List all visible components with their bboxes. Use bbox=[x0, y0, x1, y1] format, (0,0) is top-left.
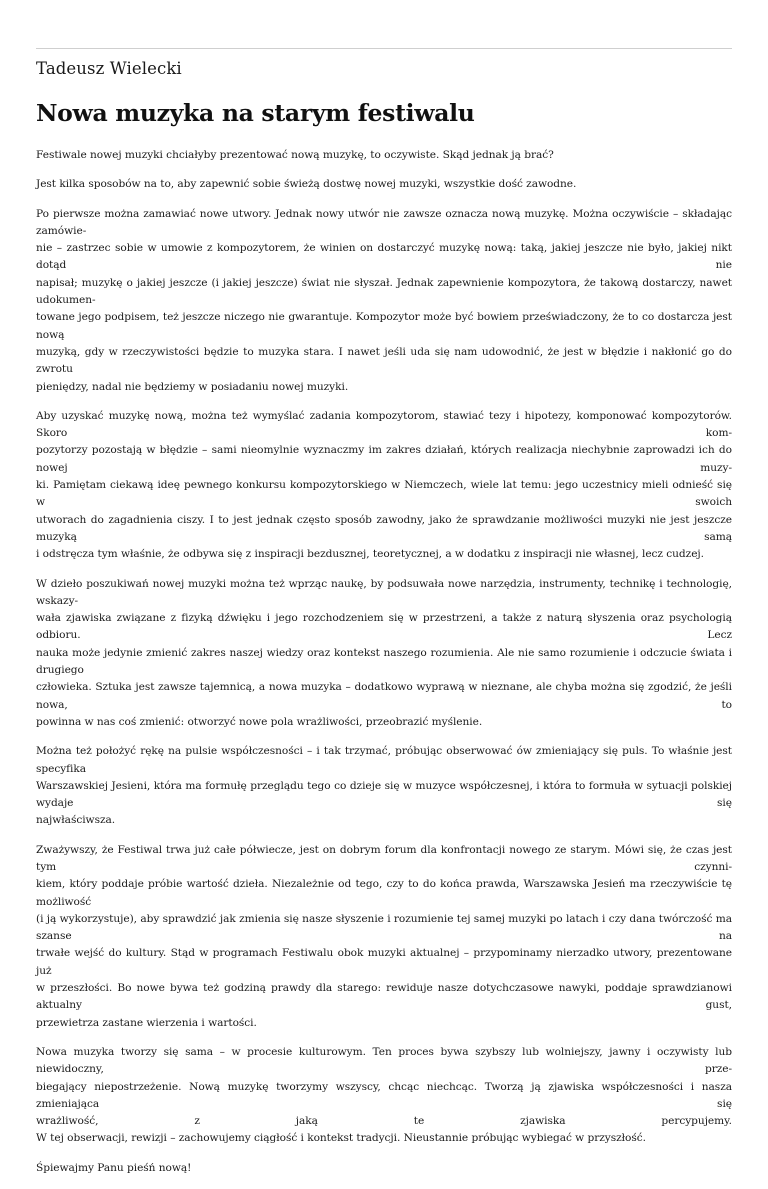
paragraph bbox=[36, 1044, 732, 1148]
paragraph-line: biegający niepostrzeżenie. Nową muzykę tworzymy wszyscy, chcąc niechcąc. Tworzą ją zjawiska współczesności i nasza zmieniająca się bbox=[36, 1080, 732, 1110]
paragraph-line: towane jego podpisem, też jeszcze niczego nie gwarantuje. Kompozytor może być bowiem przeświadczony, że to co dostarcza jest nową bbox=[36, 311, 732, 341]
paragraph-line: utworach do zagadnienia ciszy. I to jest jednak często sposób zawodny, jako że sprawdzanie możliwości muzyki nie jest jeszcze muzyką samą bbox=[36, 513, 732, 543]
paragraph-line: Po pierwsze można zamawiać nowe utwory. Jednak nowy utwór nie zawsze oznacza nową muzykę. Można oczywiście – składając zamówie- bbox=[36, 207, 732, 237]
paragraph-line: Można też położyć rękę na pulsie współczesności – i tak trzymać, próbując obserwować ów zmieniający się puls. To właśnie jest specyfika bbox=[36, 745, 732, 775]
paragraph-line: najwłaściwsza. bbox=[36, 814, 116, 827]
document-page bbox=[36, 48, 732, 1189]
paragraph-line: przewietrza zastane wierzenia i wartości. bbox=[36, 1016, 257, 1029]
paragraph bbox=[36, 176, 732, 193]
paragraph bbox=[36, 408, 732, 564]
paragraph bbox=[36, 743, 732, 829]
paragraph-line: Warszawskiej Jesieni, która ma formułę przeglądu tego co dzieje się w muzyce współczesnej, i która to formuła w sytuacji polskiej wydaje się bbox=[36, 779, 732, 810]
paragraph-line: pieniędzy, nadal nie będziemy w posiadaniu nowej muzyki. bbox=[36, 380, 349, 393]
paragraph bbox=[36, 206, 732, 396]
paragraph-line: kiem, który poddaje próbie wartość dzieła. Niezależnie od tego, czy to do końca prawda, Warszawska Jesień ma rzeczywiście tę możliwość bbox=[36, 878, 732, 908]
paragraph-line: wała zjawiska związane z fizyką dźwięku i jego rozchodzeniem się w przestrzeni, a także z naturą słyszenia oraz psychologią odbioru. Lecz bbox=[36, 612, 732, 642]
paragraph-line: muzyką, gdy w rzeczywistości będzie to muzyka stara. I nawet jeśli uda się nam udowodnić, że jest w błędzie i nakłonić go do zwrotu bbox=[36, 345, 732, 376]
paragraph-line: napisał; muzykę o jakiej jeszcze (i jakiej jeszcze) świat nie słyszał. Jednak zapewnienie kompozytora, że takową dostarczy, nawet udokumen- bbox=[36, 276, 732, 307]
paragraph-line: i odstręcza tym właśnie, że odbywa się z inspiracji bezdusznej, teoretycznej, a w dodatku z inspiracji nie własnej, lecz cudzej. bbox=[36, 548, 704, 561]
paragraph-line: nauka może jedynie zmienić zakres naszej wiedzy oraz kontekst naszego rozumienia. Ale nie samo rozumienie i odczucie świata i drugiego bbox=[36, 646, 732, 677]
paragraph-line: W dzieło poszukiwań nowej muzyki można też wprząc naukę, by podsuwała nowe narzędzia, instrumenty, technikę i technologię, wskazy- bbox=[36, 577, 732, 607]
paragraph-line: w przeszłości. Bo nowe bywa też godziną prawdy dla starego: rewiduje nasze dotychczasowe nawyki, poddaje sprawdzianowi aktualny gust, bbox=[36, 982, 732, 1012]
article-body bbox=[36, 147, 732, 1177]
paragraph bbox=[36, 147, 732, 164]
paragraph-line: Jest kilka sposobów na to, aby zapewnić sobie świeżą dostwę nowej muzyki, wszystkie dość zawodne. bbox=[36, 178, 577, 191]
paragraph-line: człowieka. Sztuka jest zawsze tajemnicą, a nowa muzyka – dodatkowo wyprawą w nieznane, ale chyba można się zgodzić, że jeśli nowa, to bbox=[36, 681, 732, 711]
paragraph bbox=[36, 842, 732, 1032]
paragraph-line: Zważywszy, że Festiwal trwa już całe półwiecze, jest on dobrym forum dla konfrontacji nowego ze starym. Mówi się, że czas jest tym czynni- bbox=[36, 843, 732, 873]
paragraph-line: powinna w nas coś zmienić: otworzyć nowe pola wrażliwości, przeobrazić myślenie. bbox=[36, 715, 483, 728]
paragraph-line: Nowa muzyka tworzy się sama – w procesie kulturowym. Ten proces bywa szybszy lub wolniejszy, jawny i oczywisty lub niewidoczny, prze- bbox=[36, 1045, 732, 1076]
paragraph-line: Śpiewajmy Panu pieśń nową! bbox=[36, 1161, 192, 1174]
paragraph-line: pozytorzy pozostają w błędzie – sami nieomylnie wyznaczmy im zakres działań, których realizacja niechybnie zaprowadzi ich do nowej muzy- bbox=[36, 444, 732, 474]
paragraph-line: trwałe wejść do kultury. Stąd w programach Festiwalu obok muzyki aktualnej – przypominamy nierzadko utwory, prezentowane już bbox=[36, 947, 732, 977]
paragraph-line: nie – zastrzec sobie w umowie z kompozytorem, że winien on dostarczyć muzykę nową: taką, jakiej jeszcze nie było, jakiej nikt dotąd nie bbox=[36, 242, 732, 272]
paragraph-line: (i ją wykorzystuje), aby sprawdzić jak zmienia się nasze słyszenie i rozumienie tej samej muzyki po latach i czy dana twórczość ma szanse na bbox=[36, 912, 732, 943]
top-rule bbox=[36, 48, 732, 49]
article-title: Nowa muzyka na starym festiwalu bbox=[36, 99, 475, 127]
author-name: Tadeusz Wielecki bbox=[36, 59, 182, 78]
paragraph-line: Festiwale nowej muzyki chciałyby prezentować nową muzykę, to oczywiste. Skąd jednak ją brać? bbox=[36, 149, 554, 161]
paragraph-line: wrażliwość, z jaką te zjawiska percypujemy. bbox=[36, 1115, 732, 1128]
paragraph-line: ki. Pamiętam ciekawą ideę pewnego konkursu kompozytorskiego w Niemczech, wiele lat temu: jego uczestnicy mieli odnieść się w swoich bbox=[36, 479, 732, 509]
paragraph-line: W tej obserwacji, rewizji – zachowujemy ciągłość i kontekst tradycji. Nieustannie próbując wybiegać w przyszłość. bbox=[36, 1132, 646, 1145]
paragraph bbox=[36, 576, 732, 732]
paragraph bbox=[36, 1160, 732, 1177]
paragraph-line: Aby uzyskać muzykę nową, można też wymyślać zadania kompozytorom, stawiać tezy i hipotezy, komponować kompozytorów. Skoro kom- bbox=[36, 409, 732, 440]
